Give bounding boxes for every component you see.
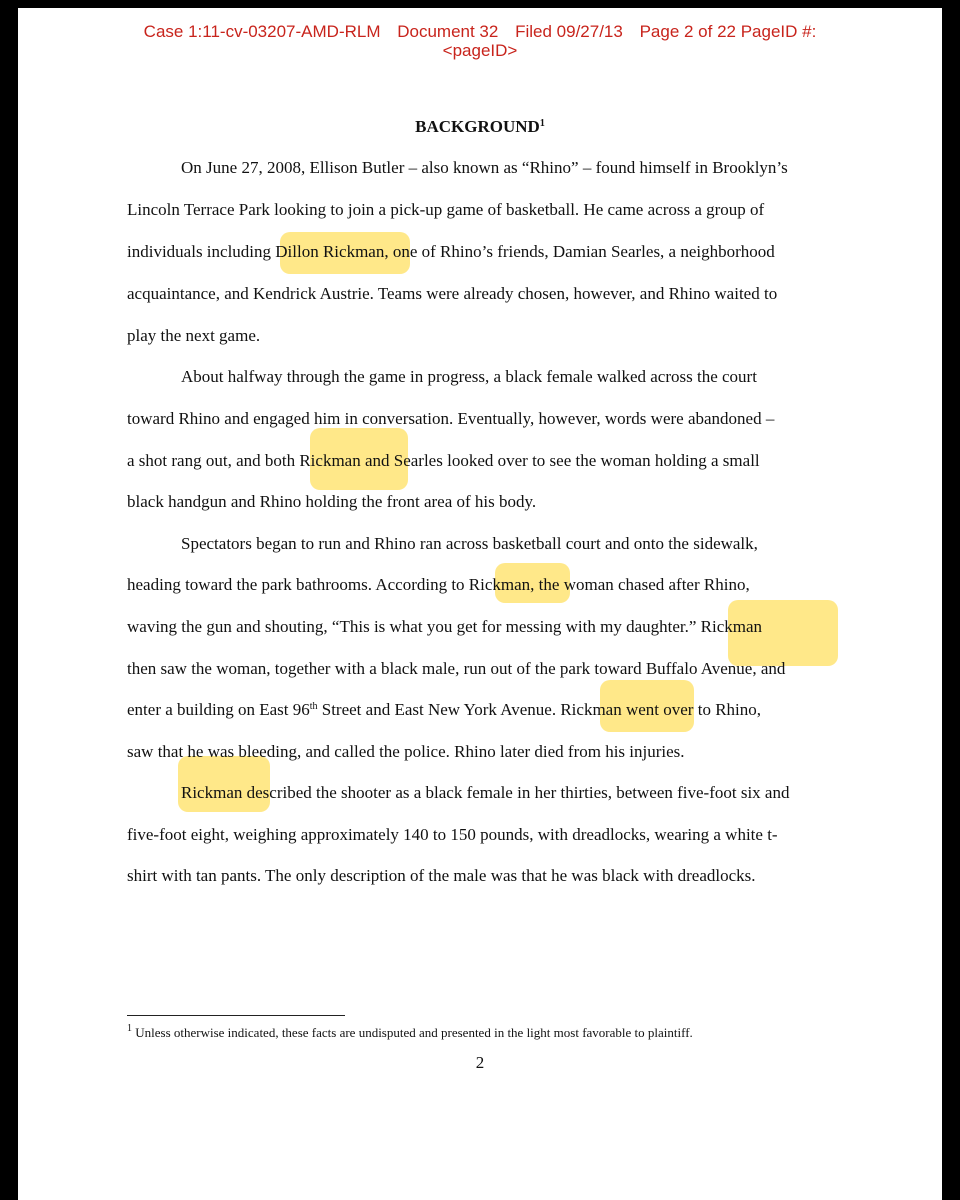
body-line: shirt with tan pants. The only description of the male was that he was black with dreadlocks. (127, 866, 756, 885)
body-line: saw that he was bleeding, and called the police. Rhino later died from his injuries. (127, 742, 685, 761)
body-line: Spectators began to run and Rhino ran across basketball court and onto the sidewalk, (181, 534, 758, 553)
body-line: black handgun and Rhino holding the front area of his body. (127, 492, 537, 511)
body-text: Street and East New York Avenue. Rickman went over to Rhino, (317, 700, 762, 719)
body-line: toward Rhino and engaged him in conversation. Eventually, however, words were abandoned – (127, 409, 775, 428)
page-id: <pageID> (442, 41, 518, 60)
page-info: Page 2 of 22 PageID #: (639, 22, 817, 41)
body-line: then saw the woman, together with a black male, run out of the park toward Buffalo Avenue, and (127, 659, 786, 678)
document-number: Document 32 (397, 22, 499, 41)
body-line: About halfway through the game in progress, a black female walked across the court (181, 367, 757, 386)
body-line: play the next game. (127, 326, 261, 345)
footnote (127, 1025, 693, 1041)
body-line: a shot rang out, and both Rickman and Searles looked over to see the woman holding a small (127, 451, 760, 470)
body-line (127, 700, 761, 720)
body-text: enter a building on East 96 (127, 700, 310, 719)
body-line: Rickman described the shooter as a black female in her thirties, between five-foot six and (181, 783, 790, 802)
body-line: acquaintance, and Kendrick Austrie. Teams were already chosen, however, and Rhino waited to (127, 284, 778, 303)
case-number: Case 1:11-cv-03207-AMD-RLM (143, 22, 381, 41)
footnote-divider (127, 1015, 345, 1016)
body-line: five-foot eight, weighing approximately 140 to 150 pounds, with dreadlocks, wearing a white t- (127, 825, 778, 844)
body-line: individuals including Dillon Rickman, one of Rhino’s friends, Damian Searles, a neighborhood (127, 242, 775, 261)
body-line: Lincoln Terrace Park looking to join a pick-up game of basketball. He came across a group of (127, 200, 765, 219)
body-line: waving the gun and shouting, “This is what you get for messing with my daughter.” Rickman (127, 617, 763, 636)
body-line: heading toward the park bathrooms. According to Rickman, the woman chased after Rhino, (127, 575, 750, 594)
section-heading (0, 117, 960, 137)
body-line: On June 27, 2008, Ellison Butler – also known as “Rhino” – found himself in Brooklyn’s (181, 158, 788, 177)
page-number: 2 (475, 1053, 485, 1072)
footnote-text: Unless otherwise indicated, these facts are undisputed and presented in the light most favorable to plaintiff. (135, 1025, 693, 1040)
filed-date: Filed 09/27/13 (515, 22, 623, 41)
ordinal-suffix: th (309, 701, 318, 712)
heading-text: BACKGROUND (415, 117, 540, 136)
footnote-reference: 1 (539, 118, 545, 129)
case-header (0, 22, 960, 60)
footnote-mark: 1 (127, 1023, 132, 1034)
